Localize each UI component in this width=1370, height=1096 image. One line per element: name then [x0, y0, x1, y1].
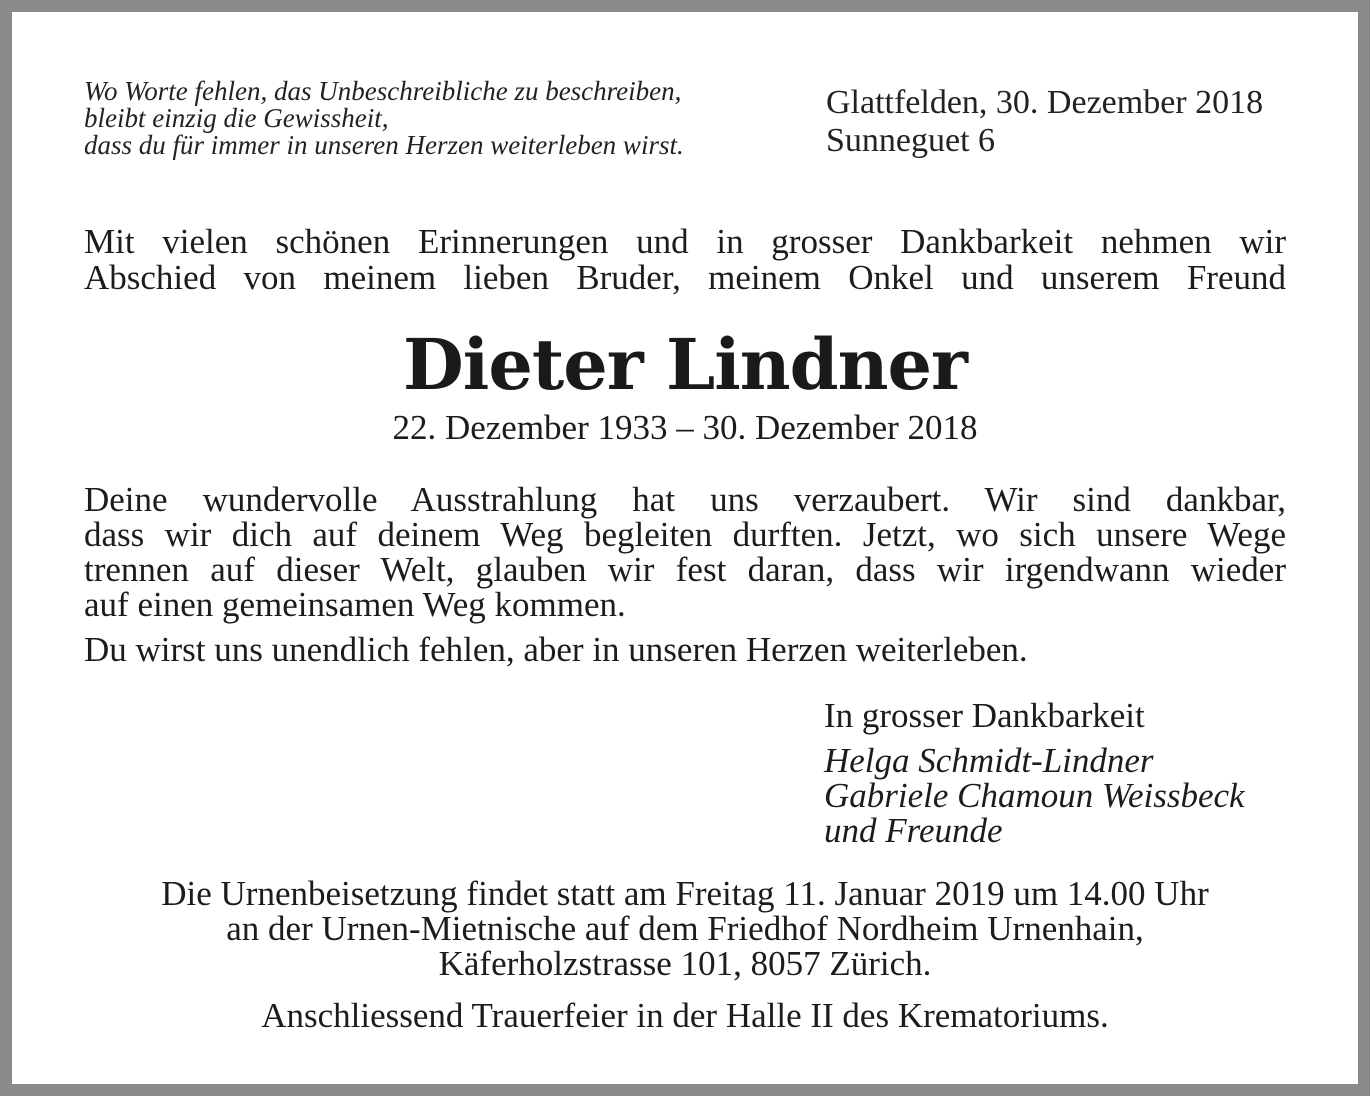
- tribute-closing-line: Du wirst uns unendlich fehlen, aber in unseren Herzen weiterleben.: [84, 630, 1028, 669]
- tribute-line: dass wir dich auf deinem Weg begleiten durften. Jetzt, wo sich unsere Wege: [84, 515, 1286, 554]
- burial-line: an der Urnen-Mietnische auf dem Friedhof Nordheim Urnenhain,: [226, 909, 1144, 948]
- ceremony-info: Anschliessend Trauerfeier in der Halle II des Krematoriums.: [261, 996, 1109, 1035]
- motto-quote: [84, 78, 784, 159]
- tribute-line: Deine wundervolle Ausstrahlung hat uns verzaubert. Wir sind dankbar,: [84, 480, 1286, 519]
- signoff: [824, 698, 1304, 848]
- place-and-date: [826, 84, 1286, 160]
- burial-info: [84, 876, 1286, 981]
- burial-line: Käferholzstrasse 101, 8057 Zürich.: [438, 944, 932, 983]
- mourner-name: Gabriele Chamoun Weissbeck: [824, 776, 1245, 815]
- mourners-list: [824, 743, 1304, 848]
- intro-line: Mit vielen schönen Erinnerungen und in grosser Dankbarkeit nehmen wir: [84, 222, 1286, 261]
- mourner-name: Helga Schmidt-Lindner: [824, 741, 1154, 780]
- deceased-name: Dieter Lindner: [403, 323, 967, 406]
- life-dates: 22. Dezember 1933 – 30. Dezember 2018: [392, 408, 978, 447]
- intro-text: [84, 224, 1286, 296]
- intro-line: Abschied von meinem lieben Bruder, meinem Onkel und unserem Freund: [84, 258, 1286, 297]
- address: Sunneguet 6: [826, 122, 996, 159]
- motto-line: bleibt einzig die Gewissheit,: [84, 103, 389, 133]
- mourner-name: und Freunde: [824, 811, 1003, 850]
- tribute-text: [84, 482, 1286, 667]
- burial-line: Die Urnenbeisetzung findet statt am Freitag 11. Januar 2019 um 14.00 Uhr: [161, 874, 1209, 913]
- motto-line: dass du für immer in unseren Herzen weiterleben wirst.: [84, 130, 684, 160]
- signoff-closing: In grosser Dankbarkeit: [824, 696, 1145, 735]
- location-date: Glattfelden, 30. Dezember 2018: [826, 84, 1264, 121]
- motto-line: Wo Worte fehlen, das Unbeschreibliche zu beschreiben,: [84, 76, 682, 106]
- tribute-line: trennen auf dieser Welt, glauben wir fest daran, dass wir irgendwann wieder: [84, 550, 1286, 589]
- tribute-line: auf einen gemeinsamen Weg kommen.: [84, 585, 626, 624]
